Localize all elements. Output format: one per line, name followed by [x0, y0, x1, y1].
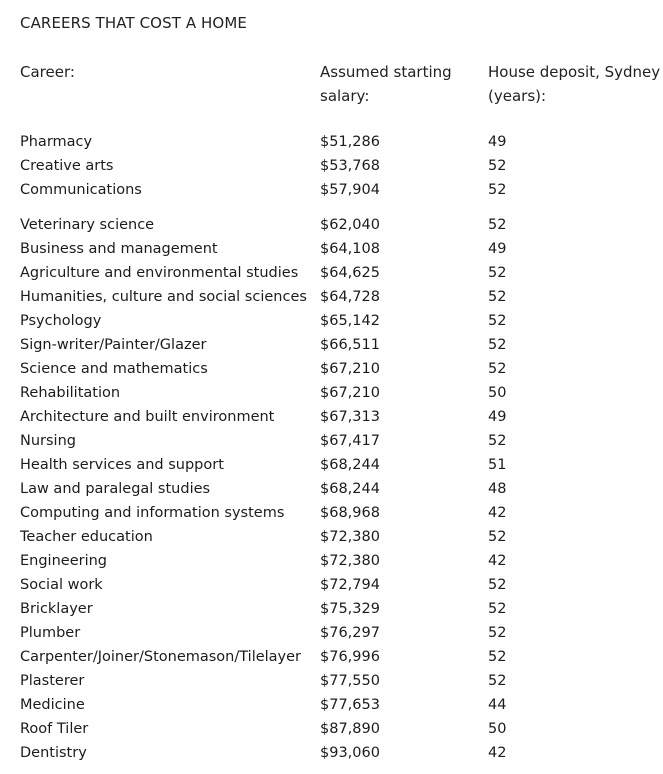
table-row — [20, 645, 660, 669]
career-cell: Teacher education — [20, 529, 153, 545]
table-row — [20, 525, 660, 549]
deposit-years-cell: 48 — [488, 481, 507, 497]
career-cell: Plasterer — [20, 673, 85, 689]
deposit-years-cell: 50 — [488, 385, 507, 401]
career-cell: Nursing — [20, 433, 76, 449]
deposit-years-cell: 42 — [488, 553, 507, 569]
career-cell: Bricklayer — [20, 601, 93, 617]
table-row — [20, 381, 660, 405]
career-cell: Rehabilitation — [20, 385, 121, 401]
table-row — [20, 549, 660, 573]
deposit-years-cell: 52 — [488, 265, 507, 281]
deposit-years-cell: 52 — [488, 158, 507, 174]
career-cell: Science and mathematics — [20, 361, 208, 377]
salary-cell: $76,297 — [320, 625, 380, 641]
deposit-years-cell: 49 — [488, 409, 507, 425]
salary-cell: $75,329 — [320, 601, 380, 617]
deposit-years-cell: 52 — [488, 289, 507, 305]
salary-cell: $77,653 — [320, 697, 380, 713]
salary-cell: $66,511 — [320, 337, 380, 353]
table-row — [20, 333, 660, 357]
salary-cell: $67,417 — [320, 433, 380, 449]
table-row — [20, 621, 660, 645]
career-cell: Law and paralegal studies — [20, 481, 211, 497]
deposit-years-cell: 49 — [488, 241, 507, 257]
row-group — [20, 130, 660, 202]
column-header-salary: Assumed starting salary: — [320, 63, 452, 105]
career-cell: Pharmacy — [20, 134, 93, 150]
career-cell: Communications — [20, 182, 142, 198]
salary-cell: $68,244 — [320, 481, 380, 497]
row-group — [20, 213, 660, 765]
deposit-years-cell: 52 — [488, 625, 507, 641]
salary-cell: $67,210 — [320, 385, 380, 401]
table-row — [20, 477, 660, 501]
career-cell: Roof Tiler — [20, 721, 89, 737]
deposit-years-cell: 52 — [488, 529, 507, 545]
deposit-years-cell: 52 — [488, 601, 507, 617]
career-cell: Creative arts — [20, 158, 114, 174]
salary-cell: $67,210 — [320, 361, 380, 377]
career-cell: Computing and information systems — [20, 505, 285, 521]
deposit-years-cell: 44 — [488, 697, 507, 713]
career-cell: Agriculture and environmental studies — [20, 265, 299, 281]
career-cell: Engineering — [20, 553, 107, 569]
career-cell: Humanities, culture and social sciences — [20, 289, 307, 305]
table-row — [20, 453, 660, 477]
salary-cell: $51,286 — [320, 134, 380, 150]
table-row — [20, 357, 660, 381]
table-row — [20, 669, 660, 693]
career-cell: Psychology — [20, 313, 102, 329]
deposit-years-cell: 51 — [488, 457, 507, 473]
page-title: CAREERS THAT COST A HOME — [20, 14, 247, 32]
salary-cell: $67,313 — [320, 409, 380, 425]
salary-cell: $65,142 — [320, 313, 380, 329]
table-row — [20, 501, 660, 525]
deposit-years-cell: 42 — [488, 505, 507, 521]
career-cell: Business and management — [20, 241, 218, 257]
table-row — [20, 597, 660, 621]
career-cell: Architecture and built environment — [20, 409, 275, 425]
career-cell: Health services and support — [20, 457, 224, 473]
salary-cell: $72,380 — [320, 553, 380, 569]
salary-cell: $53,768 — [320, 158, 380, 174]
salary-cell: $72,794 — [320, 577, 380, 593]
salary-cell: $77,550 — [320, 673, 380, 689]
salary-cell: $57,904 — [320, 182, 380, 198]
salary-cell: $64,625 — [320, 265, 380, 281]
deposit-years-cell: 52 — [488, 182, 507, 198]
table-row — [20, 261, 660, 285]
career-cell: Carpenter/Joiner/Stonemason/Tilelayer — [20, 649, 302, 665]
deposit-years-cell: 50 — [488, 721, 507, 737]
deposit-years-cell: 52 — [488, 313, 507, 329]
career-cell: Sign-writer/Painter/Glazer — [20, 337, 207, 353]
salary-cell: $87,890 — [320, 721, 380, 737]
deposit-years-cell: 52 — [488, 337, 507, 353]
table-row — [20, 309, 660, 333]
table-row — [20, 154, 660, 178]
table-row — [20, 130, 660, 154]
salary-cell: $64,108 — [320, 241, 380, 257]
salary-cell: $62,040 — [320, 217, 380, 233]
career-cell: Plumber — [20, 625, 81, 641]
table-row — [20, 573, 660, 597]
salary-cell: $76,996 — [320, 649, 380, 665]
deposit-years-cell: 49 — [488, 134, 507, 150]
career-cell: Dentistry — [20, 745, 87, 761]
salary-cell: $68,968 — [320, 505, 380, 521]
career-cell: Medicine — [20, 697, 85, 713]
salary-cell: $68,244 — [320, 457, 380, 473]
column-header-career: Career: — [20, 63, 75, 81]
careers-table-body — [20, 130, 660, 765]
deposit-years-cell: 52 — [488, 649, 507, 665]
table-row — [20, 741, 660, 765]
deposit-years-cell: 52 — [488, 361, 507, 377]
table-row — [20, 178, 660, 202]
table-row — [20, 237, 660, 261]
salary-cell: $93,060 — [320, 745, 380, 761]
column-header-deposit: House deposit, Sydney (years): — [488, 63, 661, 105]
career-cell: Veterinary science — [20, 217, 155, 233]
deposit-years-cell: 52 — [488, 433, 507, 449]
table-row — [20, 285, 660, 309]
table-row — [20, 429, 660, 453]
salary-cell: $72,380 — [320, 529, 380, 545]
deposit-years-cell: 52 — [488, 577, 507, 593]
salary-cell: $64,728 — [320, 289, 380, 305]
table-row — [20, 405, 660, 429]
deposit-years-cell: 42 — [488, 745, 507, 761]
table-row — [20, 213, 660, 237]
career-cell: Social work — [20, 577, 103, 593]
table-row — [20, 717, 660, 741]
deposit-years-cell: 52 — [488, 217, 507, 233]
table-row — [20, 693, 660, 717]
deposit-years-cell: 52 — [488, 673, 507, 689]
